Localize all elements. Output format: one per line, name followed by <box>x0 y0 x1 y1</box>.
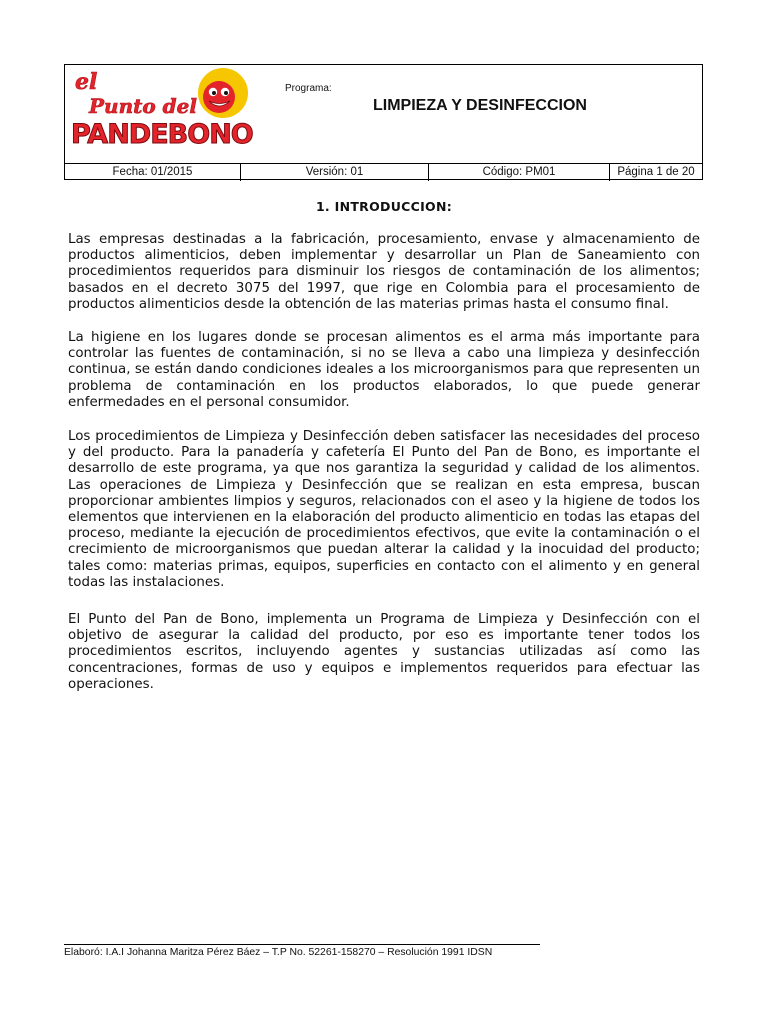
document-header <box>64 64 703 180</box>
program-label: Programa: <box>285 83 332 94</box>
program-title: LIMPIEZA Y DESINFECCION <box>373 97 587 114</box>
body-paragraph: La higiene en los lugares donde se procesan alimentos es el arma más importante para controlar las fuentes de contaminación, si no se lleva a cabo una limpieza y desinfección continua, se están dando condiciones ideales a los microorganismos para que representen un problema de contaminación en los productos elaborados, lo que puede generar enfermedades en el personal consumidor. <box>68 330 700 410</box>
footer-author: Elaboró: I.A.I Johanna Maritza Pérez Báez – T.P No. 52261-158270 – Resolución 1991 IDSN <box>64 947 493 958</box>
date-cell: Fecha: 01/2015 <box>65 164 241 181</box>
svg-text:PANDEBONO: PANDEBONO <box>71 119 253 150</box>
svg-text:Punto del: Punto del <box>89 94 197 118</box>
code-cell: Código: PM01 <box>429 164 610 181</box>
svg-text:el: el <box>75 69 98 95</box>
body-paragraph: El Punto del Pan de Bono, implementa un Programa de Limpieza y Desinfección con el objetivo de asegurar la calidad del producto, por eso es importante tener todos los procedimientos escritos, incluyendo agentes y sustancias utilizadas así como las concentraciones, formas de uso y equipos e implementos requeridos para efectuar las operaciones. <box>68 612 700 692</box>
document-meta-row <box>65 163 702 181</box>
page-number-cell: Página 1 de 20 <box>617 166 695 178</box>
section-heading: 1. INTRODUCCION: <box>315 199 453 214</box>
brand-logo <box>67 65 259 161</box>
footer-divider <box>64 944 540 945</box>
body-paragraph: Los procedimientos de Limpieza y Desinfección deben satisfacer las necesidades del proceso y del producto. Para la panadería y cafetería El Punto del Pan de Bono, es importante el desarrollo de este programa, ya que nos garantiza la seguridad y calidad de los alimentos. Las operaciones de Limpieza y Desinfección que se realizan en esta empresa, buscan proporcionar ambientes limpios y seguros, relacionados con el aseo y la higiene de todos los elementos que intervienen en la elaboración del producto alimenticio en todas las etapas del proceso, mediante la ejecución de procedimientos efectivos, que evite la contaminación o el crecimiento de microorganismos que puedan alterar la calidad y la inocuidad del producto; tales como: materias primas, equipos, superficies en contacto con el alimento y en general todas las instalaciones. <box>68 429 700 590</box>
version-cell: Versión: 01 <box>241 164 429 181</box>
body-paragraph: Las empresas destinadas a la fabricación, procesamiento, envase y almacenamiento de productos alimenticios, deben implementar y desarrollar un Plan de Saneamiento con procedimientos requeridos para disminuir los riesgos de contaminación de los alimentos; basados en el decreto 3075 del 1997, que rige en Colombia para el procesamiento de productos alimenticios desde la obtención de las materias primas hasta el consumo final. <box>68 232 700 312</box>
